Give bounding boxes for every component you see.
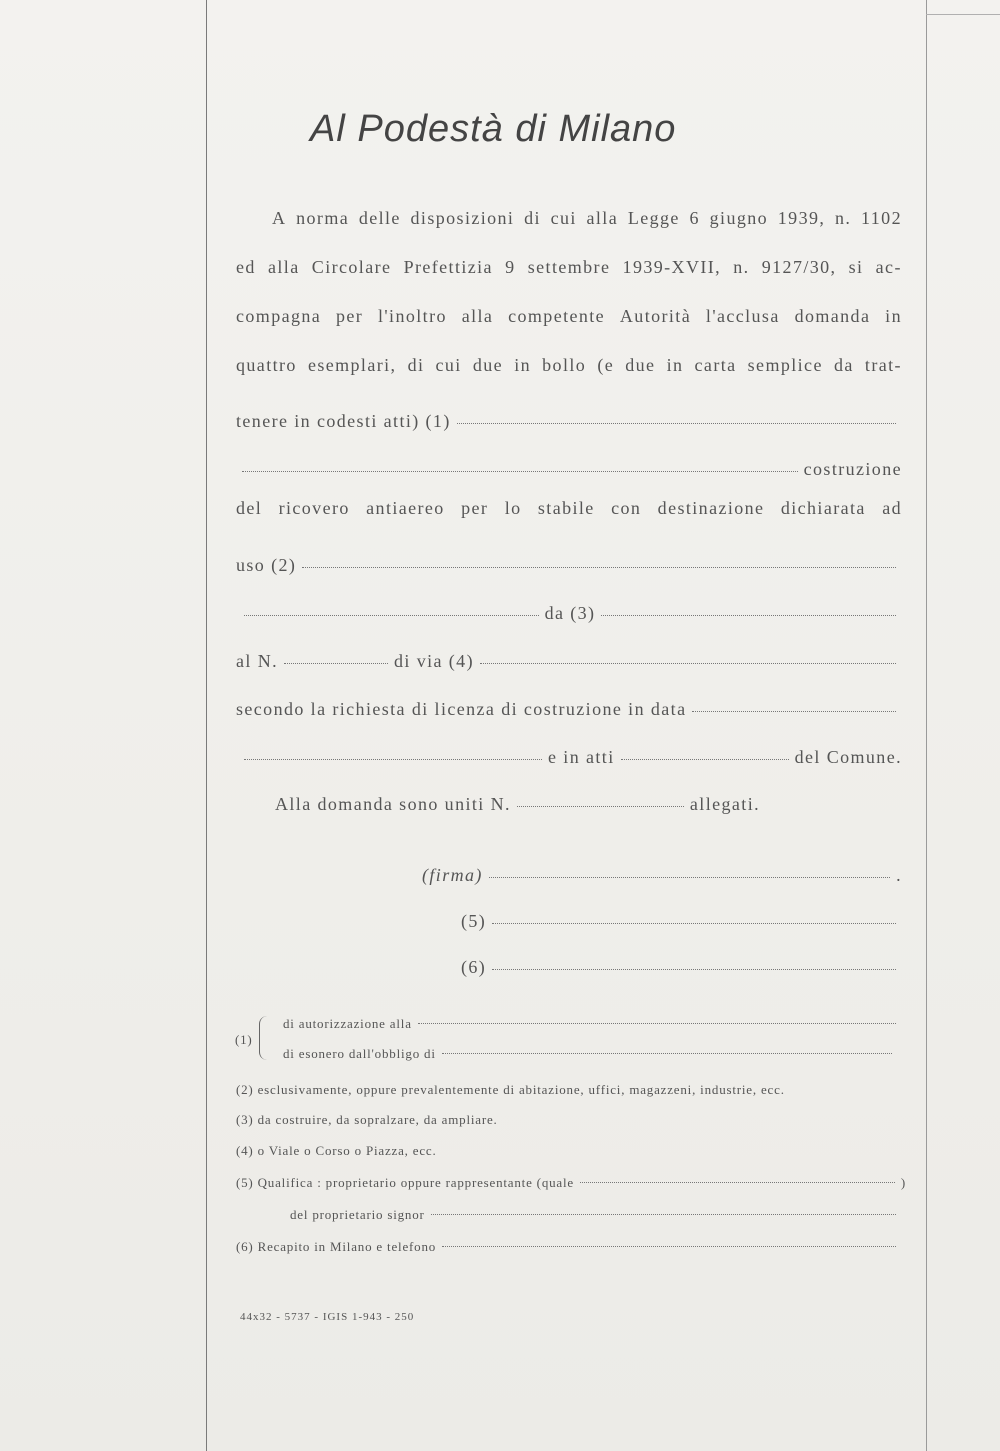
word: in	[666, 355, 684, 375]
body-line-3	[236, 306, 902, 336]
records-field[interactable]	[621, 759, 789, 760]
word: in	[885, 306, 902, 326]
body-line-13	[275, 785, 760, 815]
request-date-field[interactable]	[692, 711, 896, 712]
body-line-1	[272, 208, 902, 238]
word: due	[472, 355, 504, 375]
street-field[interactable]	[480, 663, 896, 664]
signature-field[interactable]	[489, 877, 890, 878]
signature-line	[422, 856, 902, 886]
form-title: Al Podestà di Milano	[310, 108, 677, 150]
footnote-1-marker: (1)	[235, 1032, 253, 1047]
label-5: (5)	[461, 911, 487, 931]
use-field[interactable]	[302, 567, 896, 568]
qualification-field[interactable]	[492, 923, 896, 924]
purpose-field[interactable]	[457, 423, 896, 424]
word: due	[625, 355, 656, 375]
line12-a: e in atti	[548, 747, 615, 767]
line13-b: allegati.	[689, 794, 760, 814]
word: con	[611, 498, 642, 518]
word: semplice	[747, 355, 823, 375]
word: alla	[268, 257, 300, 277]
word: del	[236, 498, 263, 518]
request-date-cont[interactable]	[244, 759, 542, 760]
word: l'inoltro	[378, 306, 447, 326]
left-margin-rule	[206, 0, 207, 1451]
footnote-5b	[290, 1207, 902, 1223]
body-line-4	[236, 355, 902, 385]
line6-text: costruzione	[803, 459, 902, 479]
footnote-5b-text: del proprietario signor	[290, 1207, 425, 1222]
body-line-12	[244, 738, 902, 768]
word: ed	[236, 257, 256, 277]
word: stabile	[537, 498, 595, 518]
line13-a: Alla domanda sono uniti N.	[275, 794, 511, 814]
brace-icon	[259, 1016, 268, 1060]
word: per	[461, 498, 489, 518]
word: di	[524, 208, 541, 228]
line9-text: da (3)	[544, 603, 596, 623]
firma-label: (firma)	[422, 865, 483, 885]
line12-b: del Comune.	[794, 747, 902, 767]
body-line-7	[236, 498, 902, 528]
word: per	[336, 306, 364, 326]
footnote-1b-field[interactable]	[442, 1053, 892, 1054]
word: disposizioni	[410, 208, 515, 228]
word: cui	[435, 355, 462, 375]
attachments-count-field[interactable]	[517, 806, 684, 807]
line-5-field-row	[461, 902, 902, 932]
word: ricovero	[278, 498, 350, 518]
word: domanda	[794, 306, 871, 326]
word: giugno	[709, 208, 769, 228]
footnote-1a-field[interactable]	[418, 1023, 896, 1024]
footnote-6	[236, 1239, 902, 1255]
word: competente	[508, 306, 606, 326]
line10-b: di via (4)	[394, 651, 474, 671]
word: alla	[461, 306, 494, 326]
footnote-6-field[interactable]	[442, 1246, 896, 1247]
footnote-3: (3) da costruire, da sopralzare, da ampliare.	[236, 1112, 498, 1127]
footnote-6-text: (6) Recapito in Milano e telefono	[236, 1239, 437, 1254]
line-6-field-row	[461, 948, 902, 978]
word: cui	[550, 208, 577, 228]
body-line-8	[236, 546, 902, 576]
word: Autorità	[619, 306, 692, 326]
word: ad	[882, 498, 902, 518]
word: norma	[296, 208, 350, 228]
word: Circolare	[311, 257, 392, 277]
footnote-4: (4) o Viale o Corso o Piazza, ecc.	[236, 1143, 437, 1158]
line5-text: tenere in codesti atti) (1)	[236, 411, 451, 431]
works-field[interactable]	[242, 471, 798, 472]
word: 6	[689, 208, 700, 228]
word: di	[407, 355, 425, 375]
footnote-5	[236, 1175, 906, 1191]
word: 9127/30,	[761, 257, 837, 277]
printer-code: 44x32 - 5737 - IGIS 1-943 - 250	[240, 1311, 415, 1323]
word: antiaereo	[366, 498, 445, 518]
line11-text: secondo la richiesta di licenza di costruzione in data	[236, 699, 687, 719]
use-field-cont[interactable]	[244, 615, 539, 616]
footnote-1a	[283, 1016, 902, 1032]
word: lo	[504, 498, 522, 518]
word: dichiarata	[780, 498, 866, 518]
word: alla	[586, 208, 619, 228]
word: l'acclusa	[705, 306, 780, 326]
word: n.	[835, 208, 852, 228]
word: ac-	[875, 257, 902, 277]
word: da	[833, 355, 854, 375]
footnote-5-text: (5) Qualifica : proprietario oppure rappresentante (quale	[236, 1175, 574, 1190]
build-type-field[interactable]	[601, 615, 896, 616]
body-line-10	[236, 642, 902, 672]
body-line-11	[236, 690, 902, 720]
word: trat-	[864, 355, 902, 375]
word: A	[272, 208, 287, 228]
word: in	[514, 355, 532, 375]
footnote-5-field[interactable]	[580, 1182, 895, 1183]
street-number-field[interactable]	[284, 663, 388, 664]
address-field[interactable]	[492, 969, 896, 970]
line8-text: uso (2)	[236, 555, 297, 575]
footnote-1b	[283, 1046, 898, 1062]
footnote-2: (2) esclusivamente, oppure prevalentemente di abitazione, uffici, magazzeni, industrie, ecc.	[236, 1082, 785, 1097]
word: Legge	[627, 208, 680, 228]
footnote-1a-text: di autorizzazione alla	[283, 1016, 412, 1031]
word: bollo	[542, 355, 587, 375]
word: esemplari,	[307, 355, 397, 375]
right-margin-rule	[926, 0, 927, 1451]
body-line-9	[244, 594, 902, 624]
word: 1102	[861, 208, 902, 228]
body-line-2	[236, 257, 902, 287]
word: settembre	[527, 257, 611, 277]
footnote-5b-field[interactable]	[431, 1214, 896, 1215]
word: Prefettizia	[403, 257, 493, 277]
footnote-5-end: )	[900, 1175, 906, 1190]
word: (e	[597, 355, 615, 375]
body-line-6	[242, 450, 902, 480]
line10-a: al N.	[236, 651, 278, 671]
word: quattro	[236, 355, 297, 375]
word: 1939,	[777, 208, 826, 228]
word: n.	[733, 257, 750, 277]
word: si	[848, 257, 864, 277]
firma-end: .	[896, 865, 902, 885]
word: delle	[358, 208, 401, 228]
footnote-1b-text: di esonero dall'obbligo di	[283, 1046, 436, 1061]
word: compagna	[236, 306, 322, 326]
word: destinazione	[657, 498, 765, 518]
word: carta	[694, 355, 737, 375]
word: 1939-XVII,	[622, 257, 722, 277]
body-line-5	[236, 402, 902, 432]
top-edge-rule	[926, 14, 1000, 15]
label-6: (6)	[461, 957, 487, 977]
word: 9	[505, 257, 516, 277]
